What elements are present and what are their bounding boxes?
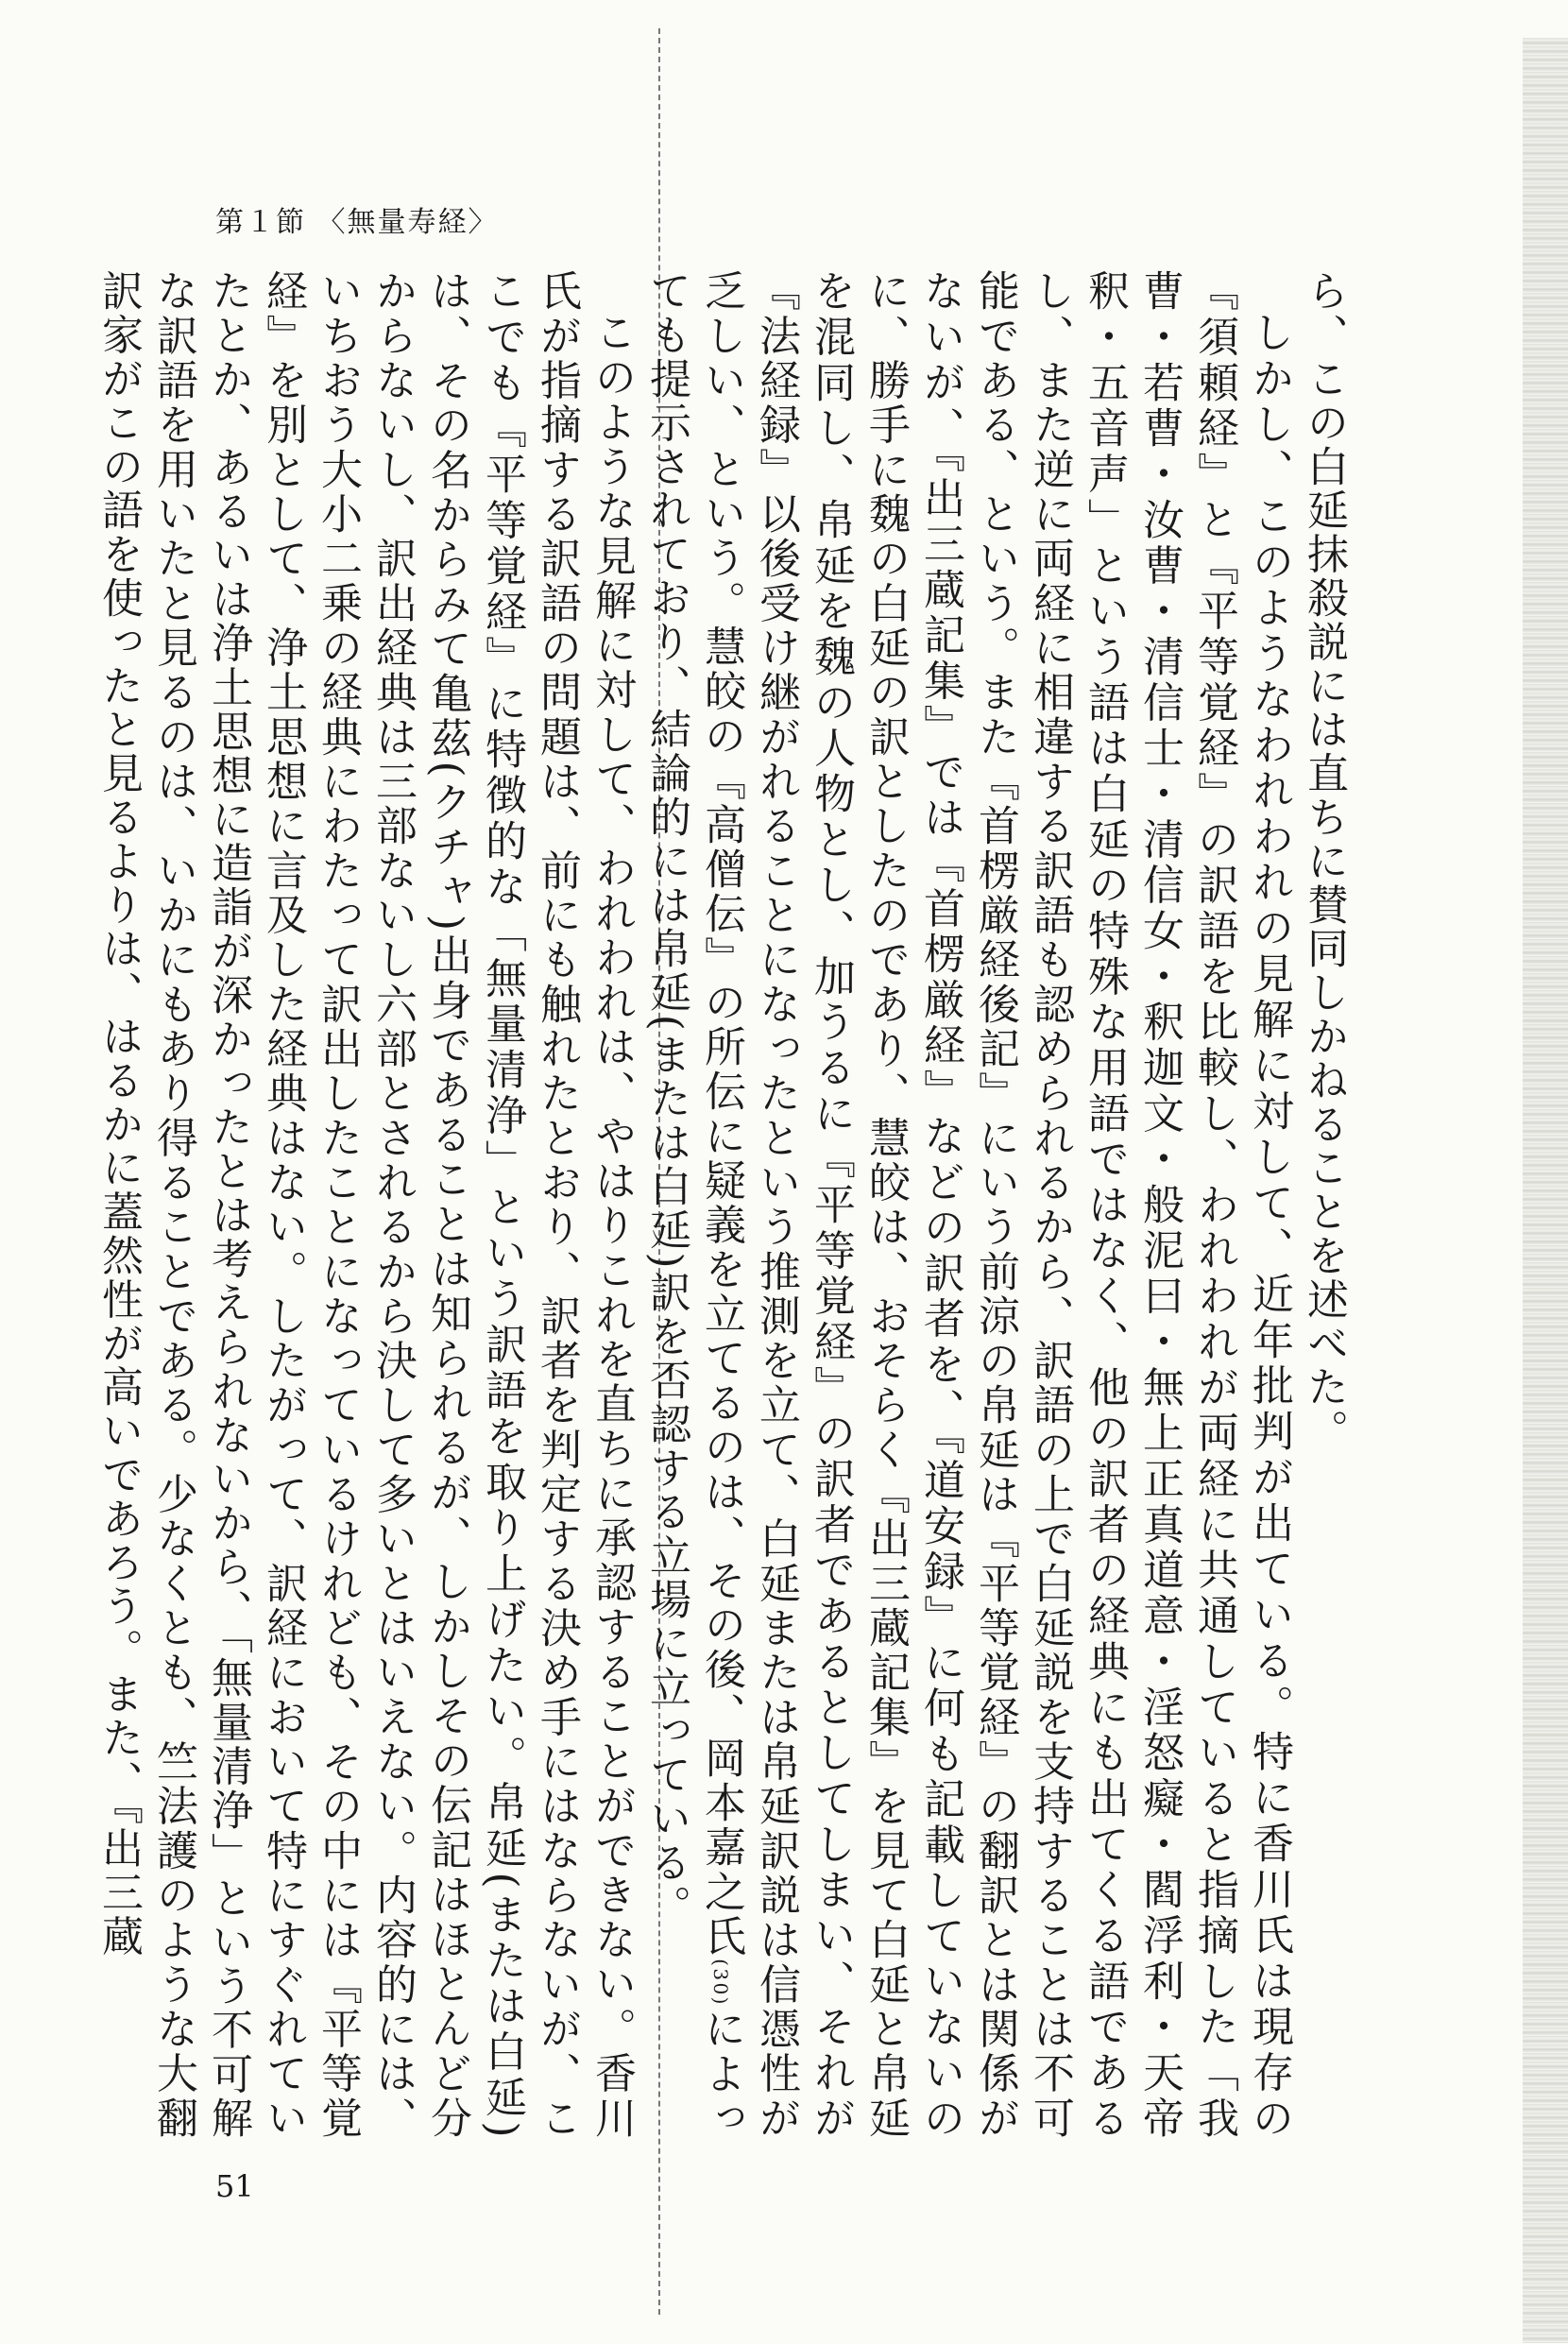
running-head: 第１節 〈無量寿経〉 <box>215 206 499 239</box>
paragraph-1: ら、この白延抹殺説には直ちに賛同しかねることを述べた。 <box>1300 269 1348 1453</box>
paragraph-2-tail: によっても提示されており、結論的には帛延(または白延)訳を否認する立場に立っている。 <box>642 269 745 2140</box>
paragraph-3: このような見解に対して、われわれは、やはりこれを直ちに承認することができない。香川氏が指摘する訳語の問題は、前にも触れたとおり、訳者を判定する決め手にはならないが、ここでも『平等覚経』に特徴的な「無量清浄」という訳語を取り上げたい。帛延(または白延)は、その名からみて亀茲(クチャ)出身であることは知られるが、しかしその伝記はほとんど分からないし、訳出経典は三部ないし六部とされるから決して多いとはいえない。内容的には、いちおう大小二乗の経典にわたって訳出したことになっているけれども、その中には『平等覚経』を別として、浄土思想に言及した経典はない。したがって、訳経において特にすぐれていたとか、あるいは浄土思想に造詣が深かったとは考えられないから、「無量清浄」という不可解な訳語を用いたと見るのは、いかにもあり得ることである。少なくとも、竺法護のような大翻訳家がこの語を使ったと見るよりは、はるかに蓋然性が高いであろう。また、『出三蔵 <box>94 269 636 2140</box>
footnote-reference: (30) <box>709 1959 732 2007</box>
body-text <box>94 269 1351 2140</box>
paragraph-2 <box>639 269 1296 2140</box>
scan-edge-shadow <box>1523 38 1568 2343</box>
page-number: 51 <box>215 2168 254 2204</box>
paragraph-2-text: しかし、このようなわれわれの見解に対して、近年批判が出ている。特に香川氏は現存の『須頼経』と『平等覚経』の訳語を比較し、われわれが両経に共通していると指摘した「我曹・若曹・汝曹・清信士・清信女・釈迦文・般泥曰・無上正真道意・淫怒癡・閻浮利・天帝釈・五音声」という語は白延の特殊な用語ではなく、他の訳者の経典にも出てくる語であるし、また逆に両経に相違する訳語も認められるから、訳語の上で白延説を支持することは不可能である、という。また『首楞厳経後記』にいう前涼の帛延は『平等覚経』の翻訳とは関係がないが、『出三蔵記集』では『首楞厳経』などの訳者を、『道安録』に何も記載していないのに、勝手に魏の白延の訳としたのであり、慧皎は、おそらく『出三蔵記集』を見て白延と帛延を混同し、帛延を魏の人物とし、加うるに『平等覚経』の訳者であるとしてしまい、それが『法経録』以後受け継がれることになったという推測を立て、白延または帛延訳説は信憑性が乏しい、という。慧皎の『高僧伝』の所伝に疑義を立てるのは、その後、岡本嘉之氏 <box>697 269 1293 2140</box>
